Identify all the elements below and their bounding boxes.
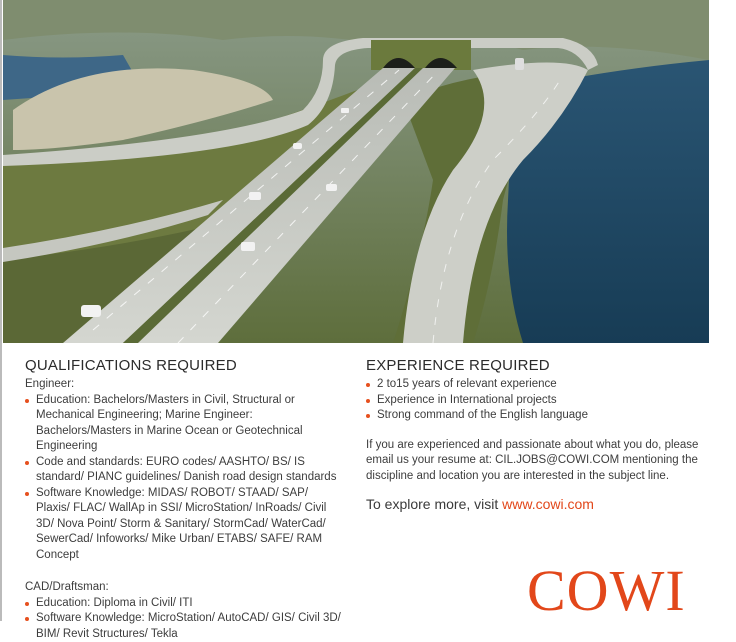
logo-text: COWI [527, 562, 687, 620]
cad-label: CAD/Draftsman: [25, 580, 345, 596]
explore-text: To explore more, visit [366, 496, 502, 512]
list-item: Software Knowledge: MicroStation/ AutoCAD/ GIS/ Civil 3D/ BIM/ Revit Structures/ Tekla [25, 611, 345, 642]
cowi-logo [527, 562, 687, 620]
list-item: Strong command of the English language [366, 408, 706, 424]
apply-paragraph: If you are experienced and passionate about what you do, please email us your resume at: CIL.JOBS@COWI.COM mentioning the discipline and location you are interested in the subject line. [366, 438, 706, 485]
hero-image [3, 0, 709, 343]
cad-list [25, 596, 345, 642]
qualifications-section [25, 357, 345, 642]
qualifications-title: QUALIFICATIONS REQUIRED [25, 357, 345, 374]
list-item: Education: Bachelors/Masters in Civil, Structural or Mechanical Engineering; Marine Engineer: Bachelors/Masters in Marine Ocean or Geotechnical Engineering [25, 393, 345, 455]
engineer-list [25, 393, 345, 564]
list-item: 2 to15 years of relevant experience [366, 377, 706, 393]
explore-line [366, 496, 706, 512]
list-item: Code and standards: EURO codes/ AASHTO/ BS/ IS standard/ PIANC guidelines/ Danish road design standards [25, 455, 345, 486]
motorway-tunnel-photo-icon [3, 0, 709, 343]
page-edge-line [0, 0, 2, 621]
list-item: Software Knowledge: MIDAS/ ROBOT/ STAAD/ SAP/ Plaxis/ FLAC/ WallAp in SSI/ MicroStation/ InRoads/ Civil 3D/ Nova Point/ Storm & Sanitary/ StormCad/ WaterCad/ SewerCad/ Infoworks/ Mike Urban/ ETABS/ SAFE/ RAM Concept [25, 486, 345, 564]
website-link[interactable]: www.cowi.com [502, 496, 594, 512]
experience-title: EXPERIENCE REQUIRED [366, 357, 706, 374]
experience-section [366, 357, 706, 512]
engineer-label: Engineer: [25, 377, 345, 393]
list-item: Education: Diploma in Civil/ ITI [25, 596, 345, 612]
list-item: Experience in International projects [366, 393, 706, 409]
experience-list [366, 377, 706, 424]
